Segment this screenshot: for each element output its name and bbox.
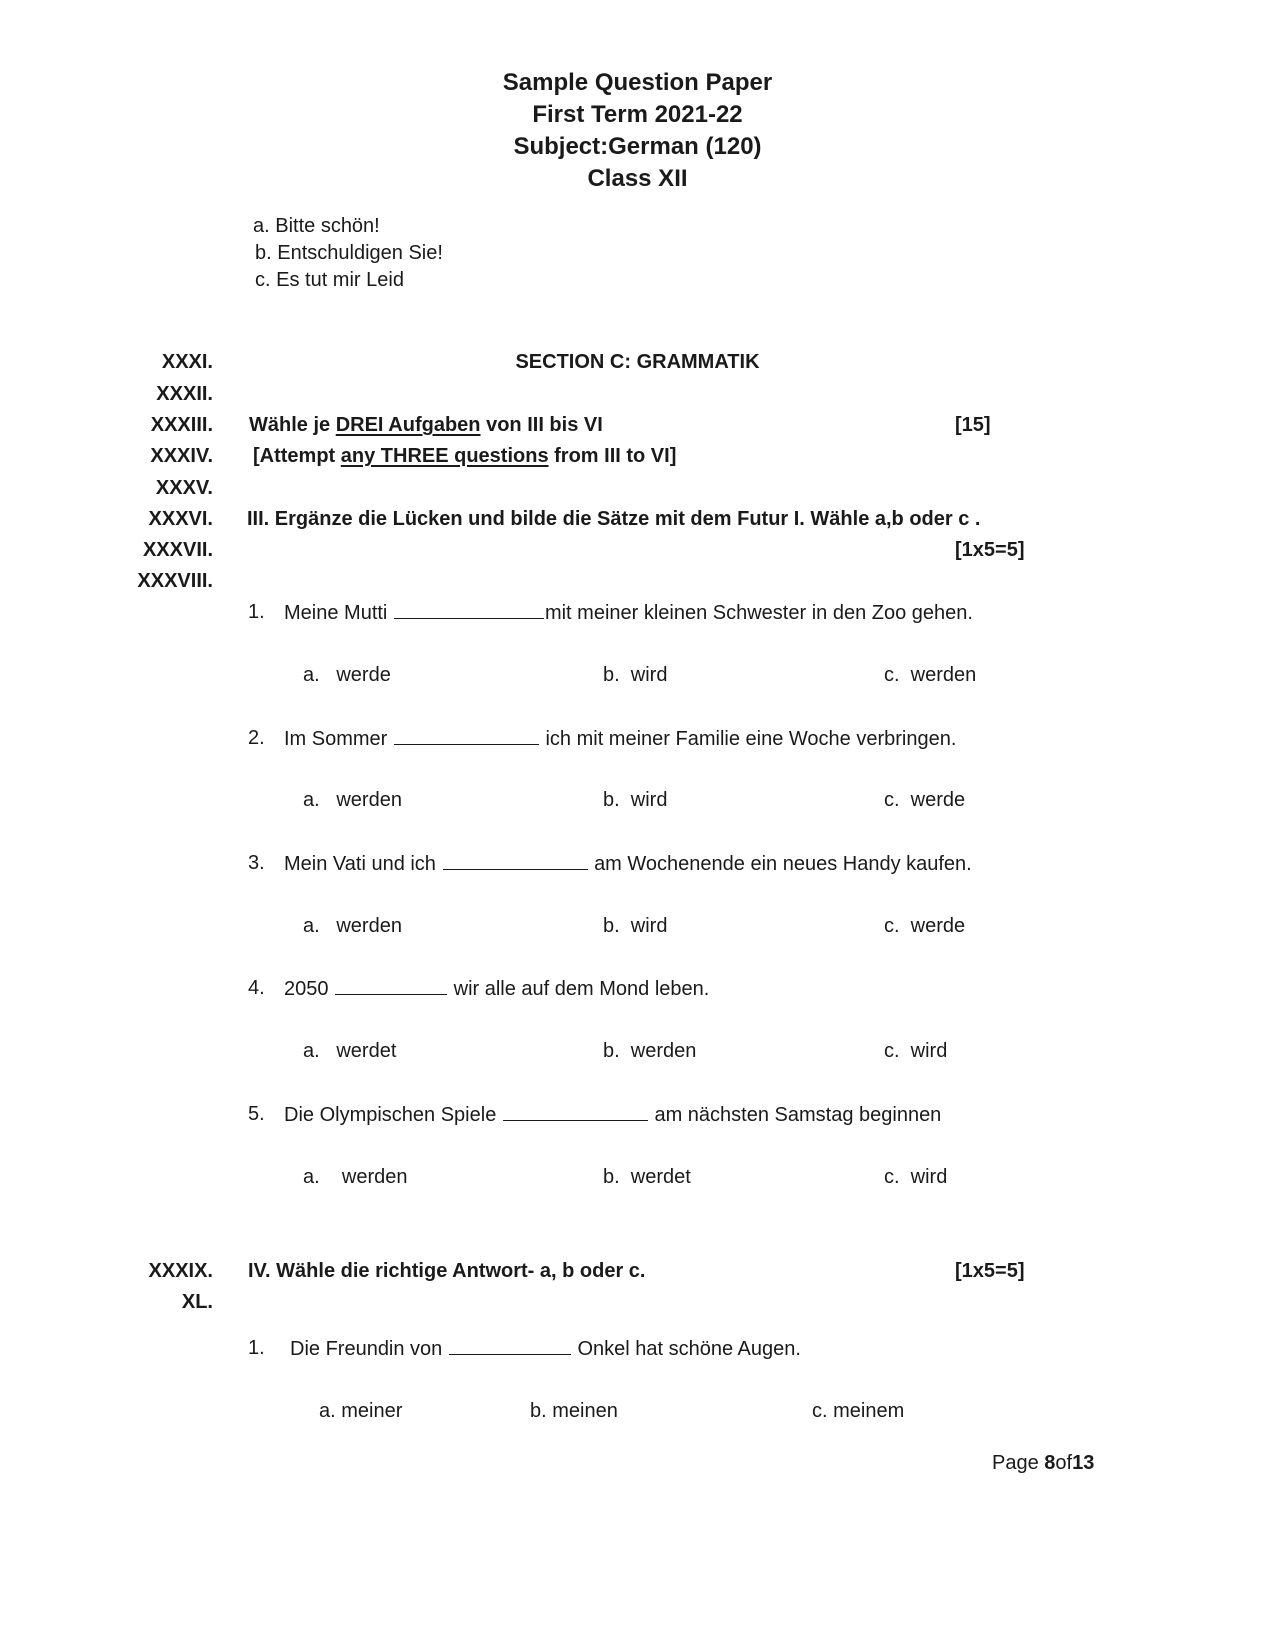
q3-item-4-option-b[interactable]: b. werden xyxy=(603,1040,697,1062)
q4-item-1-option-b[interactable]: b. meinen xyxy=(530,1400,618,1422)
q3-item-3-option-b[interactable]: b. wird xyxy=(603,915,668,937)
q3-item-2-option-b[interactable]: b. wird xyxy=(603,789,668,811)
q3-item-4-sentence: 2050 wir alle auf dem Mond leben. xyxy=(284,978,710,1000)
answer-blank[interactable] xyxy=(335,978,447,995)
q3-item-3-option-a[interactable]: a. werden xyxy=(303,915,402,937)
answer-blank[interactable] xyxy=(394,728,539,745)
answer-blank[interactable] xyxy=(449,1338,571,1355)
q3-item-3-sentence: Mein Vati und ich am Wochenende ein neues Handy kaufen. xyxy=(284,853,972,875)
q3-item-1-sentence: Meine Mutti mit meiner kleinen Schwester in den Zoo gehen. xyxy=(284,602,973,624)
q4-item-1-number: 1. xyxy=(248,1337,265,1359)
roman-numeral: XXXV. xyxy=(155,477,213,499)
q4-item-1-option-a[interactable]: a. meiner xyxy=(319,1400,403,1422)
roman-numeral: XL. xyxy=(181,1291,213,1313)
answer-blank[interactable] xyxy=(443,853,588,870)
header-class: Class XII xyxy=(587,165,688,192)
prev-option-a: a. Bitte schön! xyxy=(253,215,380,237)
roman-numeral: XXXII. xyxy=(156,383,213,405)
roman-numeral: XXXIX. xyxy=(148,1260,213,1282)
q3-item-2-option-a[interactable]: a. werden xyxy=(303,789,402,811)
q3-item-1-option-a[interactable]: a. werde xyxy=(303,664,391,686)
page-number: Page 8of13 xyxy=(992,1452,1095,1474)
roman-numeral: XXXVIII. xyxy=(137,570,213,592)
question-3-marks: [1x5=5] xyxy=(955,539,1025,561)
question-3-title: III. Ergänze die Lücken und bilde die Sätze mit dem Futur I. Wähle a,b oder c . xyxy=(247,508,981,530)
question-4-title: IV. Wähle die richtige Antwort- a, b oder c. xyxy=(248,1260,646,1282)
q3-item-4-option-a[interactable]: a. werdet xyxy=(303,1040,397,1062)
roman-numeral: XXXIV. xyxy=(150,445,213,467)
q3-item-2-sentence: Im Sommer ich mit meiner Familie eine Woche verbringen. xyxy=(284,728,957,750)
q3-item-4-option-c[interactable]: c. wird xyxy=(884,1040,948,1062)
q3-item-4-number: 4. xyxy=(248,977,265,999)
section-title: SECTION C: GRAMMATIK xyxy=(515,351,760,373)
instruction-english: [Attempt any THREE questions from III to VI] xyxy=(253,445,677,467)
roman-numeral: XXXIII. xyxy=(150,414,213,436)
instruction-marks: [15] xyxy=(955,414,991,436)
roman-numeral: XXXI. xyxy=(161,351,213,373)
q4-item-1-sentence: Die Freundin von Onkel hat schöne Augen. xyxy=(290,1338,801,1360)
q3-item-2-number: 2. xyxy=(248,727,265,749)
instruction-german-underlined: DREI Aufgaben xyxy=(335,414,481,436)
q3-item-5-sentence: Die Olympischen Spiele am nächsten Samstag beginnen xyxy=(284,1104,942,1126)
q3-item-5-option-c[interactable]: c. wird xyxy=(884,1166,948,1188)
q3-item-1-number: 1. xyxy=(248,601,265,623)
q3-item-2-option-c[interactable]: c. werde xyxy=(884,789,966,811)
header-term: First Term 2021-22 xyxy=(532,101,743,128)
prev-option-b: b. Entschuldigen Sie! xyxy=(255,242,443,264)
instruction-german: Wähle je DREI Aufgaben von III bis VI xyxy=(249,414,603,436)
q3-item-3-number: 3. xyxy=(248,852,265,874)
q3-item-5-number: 5. xyxy=(248,1103,265,1125)
instruction-english-underlined: any THREE questions xyxy=(340,445,549,467)
question-4-marks: [1x5=5] xyxy=(955,1260,1025,1282)
q3-item-5-option-a[interactable]: a. werden xyxy=(303,1166,408,1188)
roman-numeral: XXXVI. xyxy=(148,508,213,530)
answer-blank[interactable] xyxy=(394,602,544,619)
prev-option-c: c. Es tut mir Leid xyxy=(255,269,404,291)
q3-item-1-option-b[interactable]: b. wird xyxy=(603,664,668,686)
q3-item-3-option-c[interactable]: c. werde xyxy=(884,915,966,937)
header-subject: Subject:German (120) xyxy=(513,133,762,160)
q3-item-5-option-b[interactable]: b. werdet xyxy=(603,1166,691,1188)
q4-item-1-option-c[interactable]: c. meinem xyxy=(812,1400,905,1422)
header-title: Sample Question Paper xyxy=(502,69,773,96)
answer-blank[interactable] xyxy=(503,1104,648,1121)
roman-numeral: XXXVII. xyxy=(142,539,213,561)
q3-item-1-option-c[interactable]: c. werden xyxy=(884,664,977,686)
